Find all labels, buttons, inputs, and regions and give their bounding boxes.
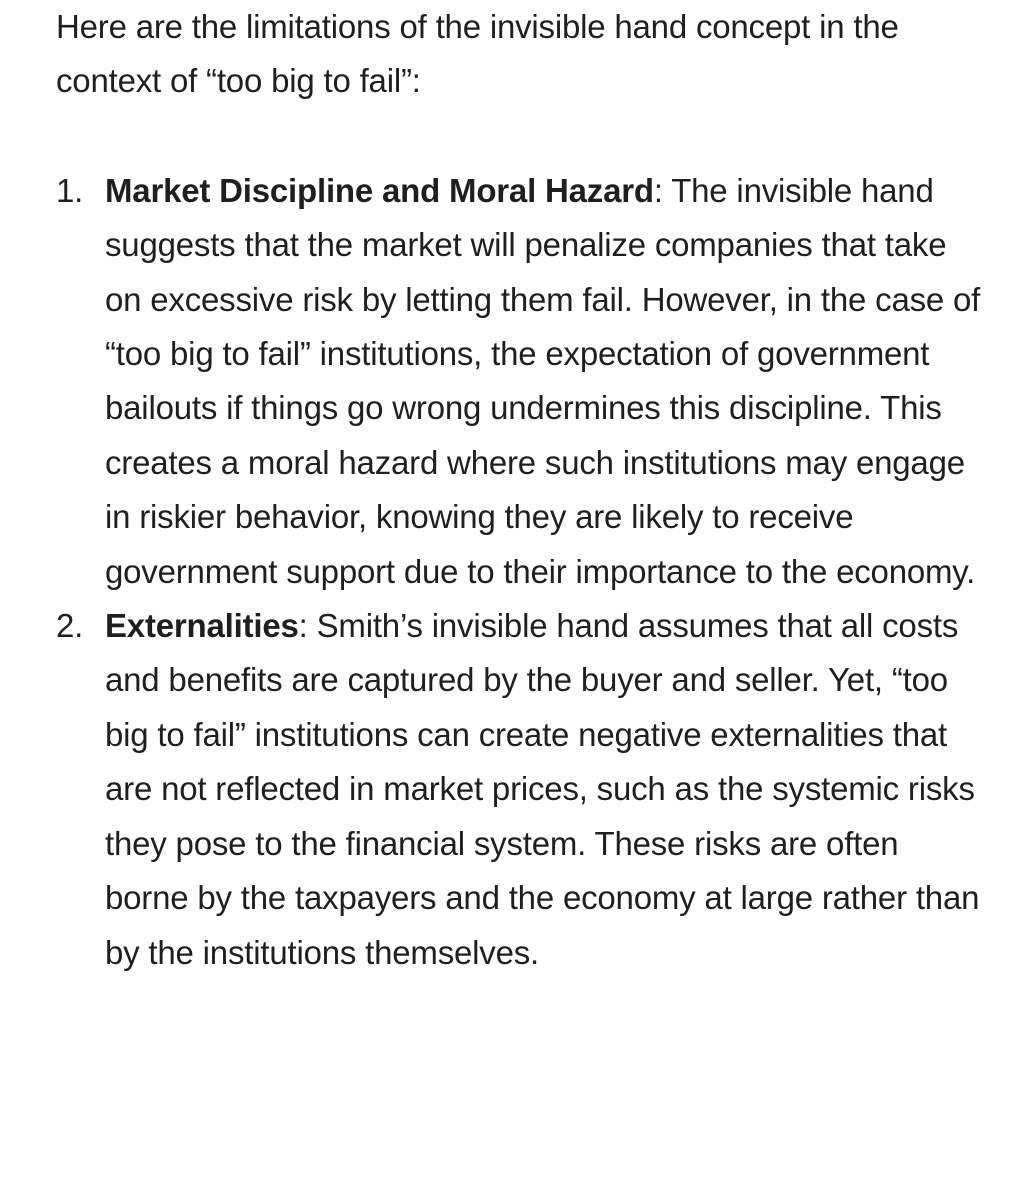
list-item-separator: : xyxy=(298,607,308,645)
list-item-number: 2. xyxy=(56,607,84,645)
numbered-list xyxy=(56,164,986,980)
list-item-number: 1. xyxy=(56,171,84,209)
list-item-title: Externalities xyxy=(105,607,299,645)
list-item-title: Market Discipline and Moral Hazard xyxy=(105,171,654,209)
intro-paragraph: Here are the limitations of the invisible hand concept in the context of “too big to fail”: xyxy=(56,8,899,100)
list-item-body: The invisible hand suggests that the market will penalize companies that take on excessive risk by letting them fail. However, in the case of “too big to fail” institutions, the expectation of government bailouts if things go wrong undermines this discipline. This creates a moral hazard where such institutions may engage in riskier behavior, knowing they are likely to receive government support due to their importance to the economy. xyxy=(105,171,981,590)
list-item-body: Smith’s invisible hand assumes that all costs and benefits are captured by the buyer and seller. Yet, “too big to fail” institutions can create negative externalities that are not reflected in market prices, such as the systemic risks they pose to the financial system. These risks are often borne by the taxpayers and the economy at large rather than by the institutions themselves. xyxy=(105,607,980,971)
list-item-separator: : xyxy=(653,171,663,209)
list-item xyxy=(56,599,986,980)
list-item xyxy=(56,164,986,599)
assistant-message xyxy=(56,0,986,980)
